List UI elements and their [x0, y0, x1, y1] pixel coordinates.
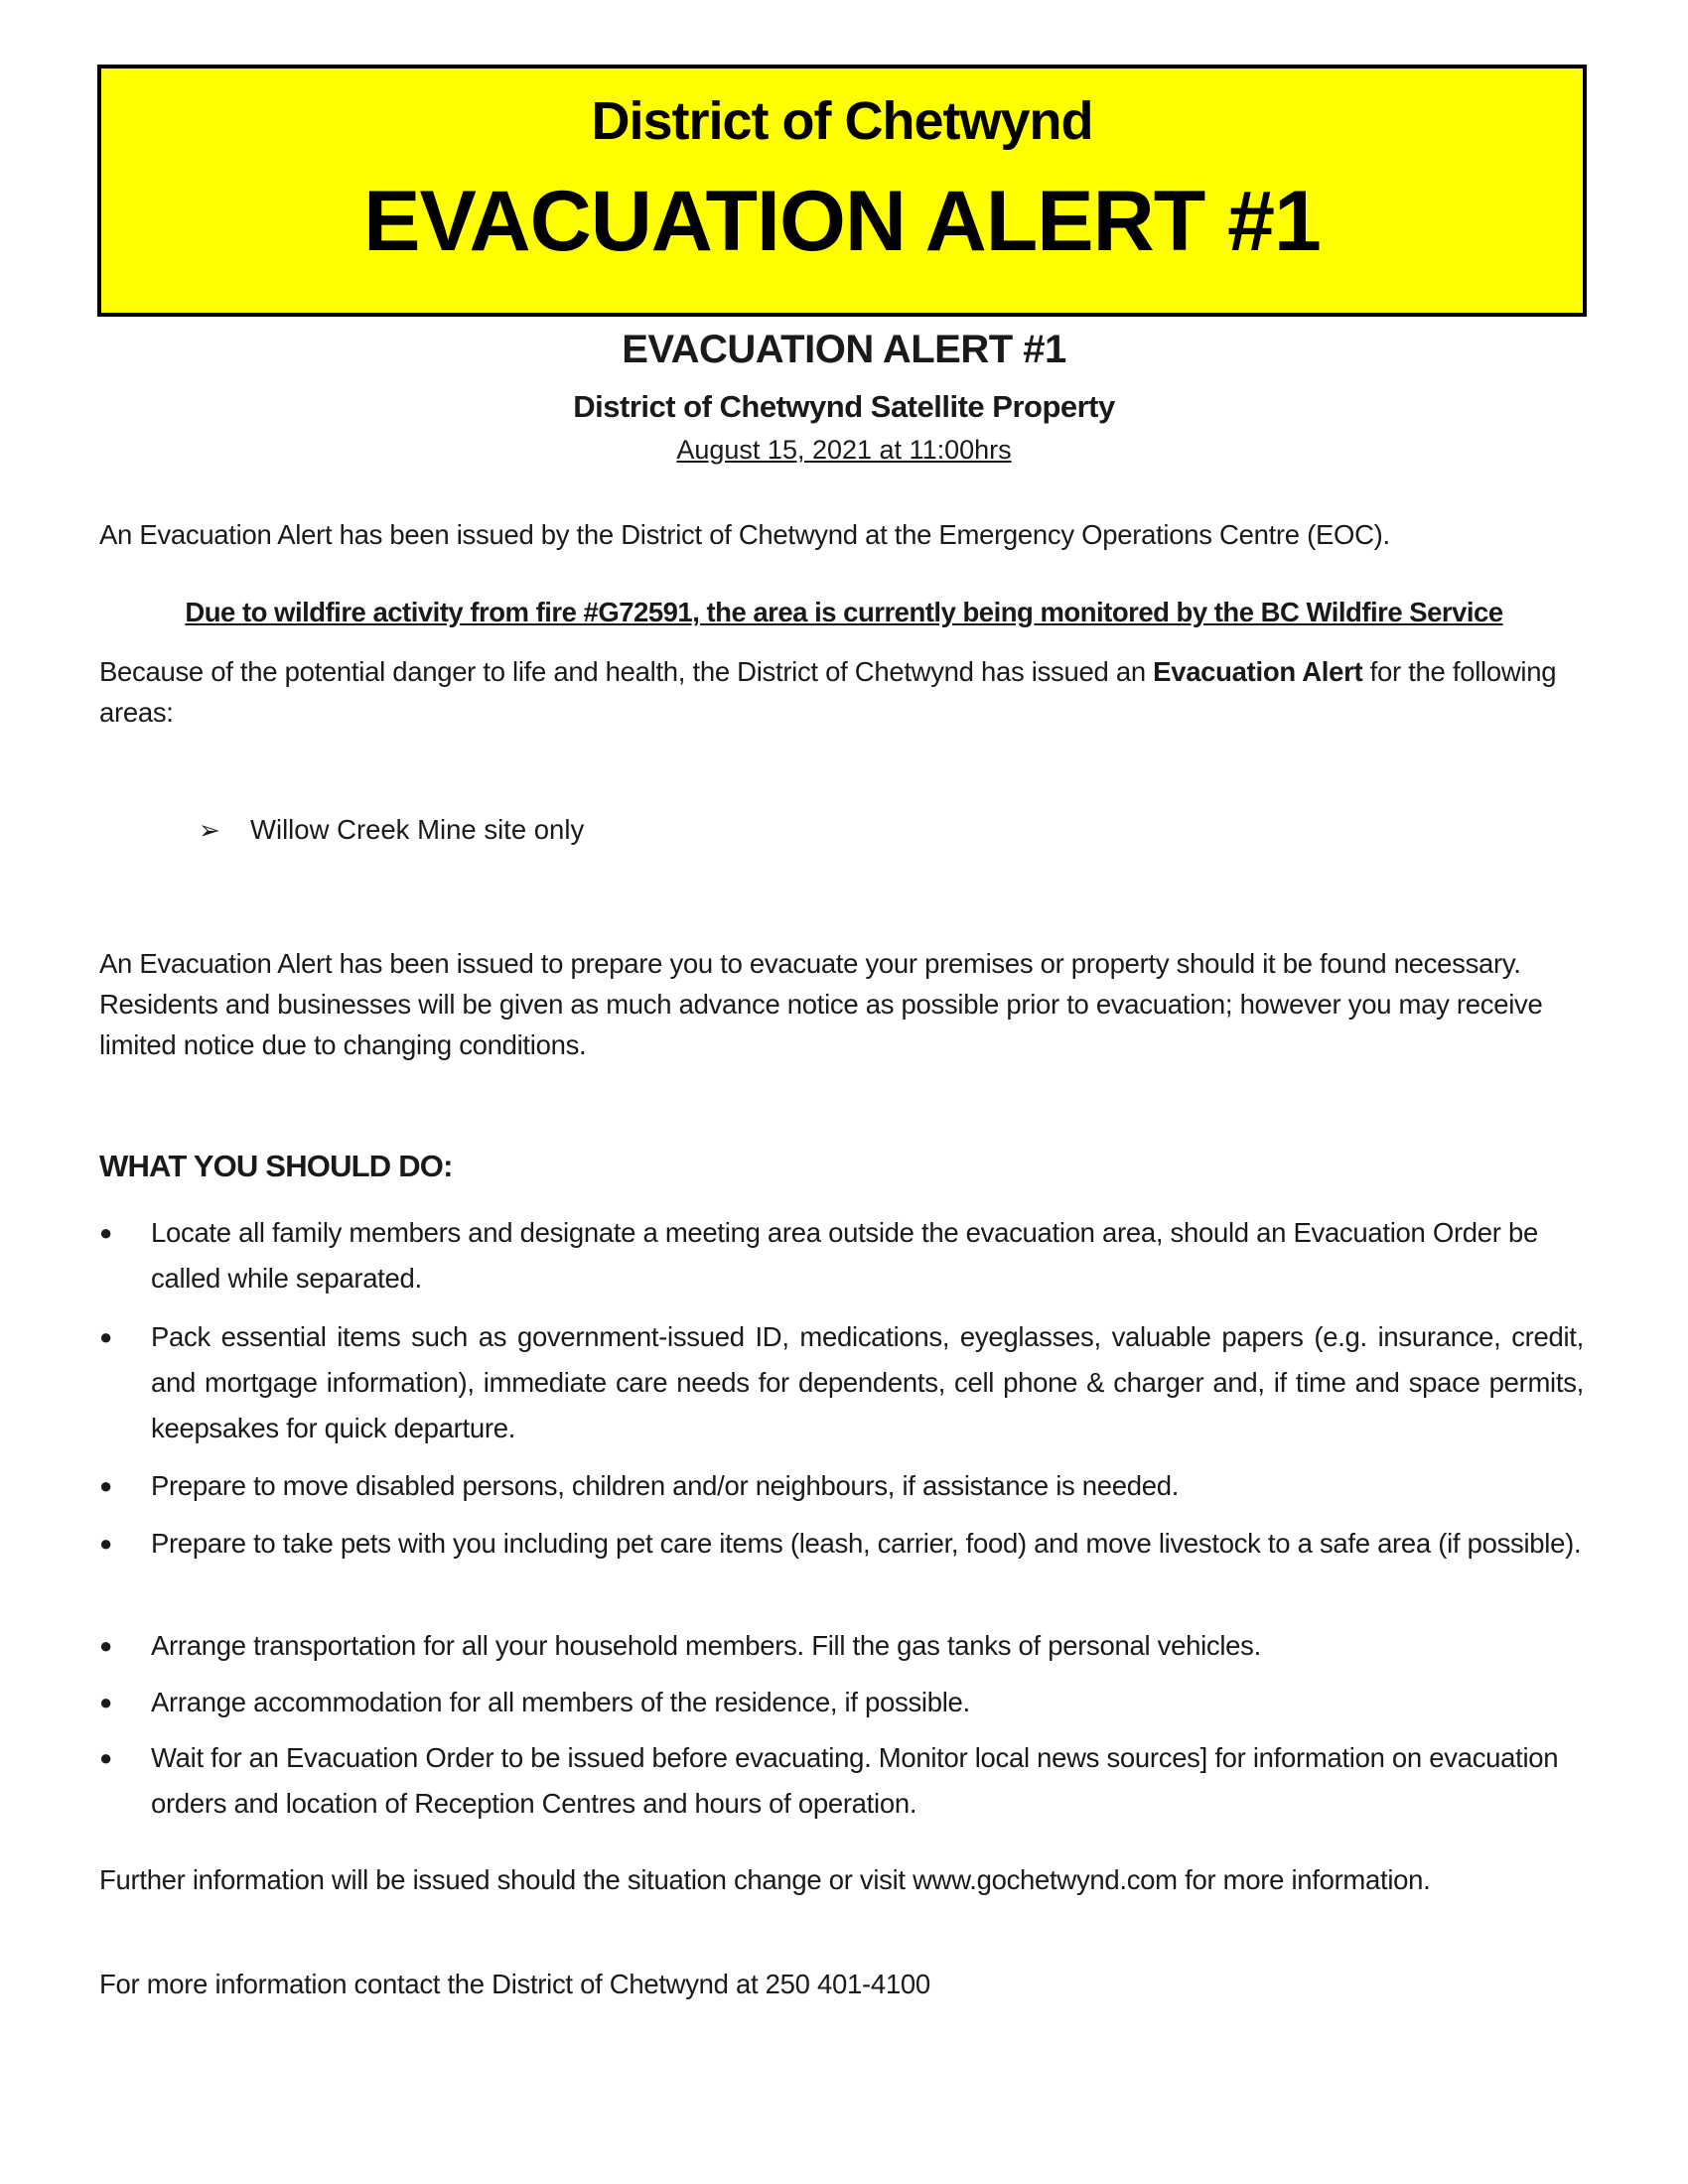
further-info-paragraph: Further information will be issued should the situation change or visit www.gochetwynd.com for more information.	[99, 1864, 1431, 1895]
prepare-paragraph: An Evacuation Alert has been issued to prepare you to evacuate your premises or property should it be found necessary. Residents and businesses will be given as much advance notice as possible prior to evacuation; however you may receive limited notice due to changing conditions.	[99, 948, 1543, 1060]
bullet-icon: ●	[99, 1324, 112, 1349]
action-item-text: Prepare to take pets with you including pet care items (leash, carrier, food) and move livestock to a safe area (if possible).	[151, 1528, 1582, 1559]
action-item-text: Locate all family members and designate a meeting area outside the evacuation area, should an Evacuation Order be called while separated.	[151, 1217, 1538, 1294]
action-item	[99, 1314, 1584, 1451]
action-item	[99, 1623, 1584, 1669]
bullet-icon: ●	[99, 1745, 112, 1770]
action-item	[99, 1735, 1584, 1827]
action-item	[99, 1680, 1584, 1725]
alert-banner	[97, 65, 1587, 317]
arrow-bullet-icon: ➢	[199, 815, 220, 845]
evacuation-alert-emphasis: Evacuation Alert	[1153, 656, 1363, 687]
area-label: Willow Creek Mine site only	[250, 814, 585, 845]
action-item	[99, 1521, 1584, 1567]
banner-district-name: District of Chetwynd	[591, 91, 1093, 151]
section-heading-what-to-do: WHAT YOU SHOULD DO:	[99, 1149, 453, 1183]
area-list-item	[199, 814, 584, 846]
danger-text-end: for the following areas:	[99, 656, 1557, 728]
issue-date: August 15, 2021 at 11:00hrs	[676, 435, 1012, 465]
wildfire-notice: Due to wildfire activity from fire #G72591, the area is currently being monitored by the BC Wildfire Service	[185, 597, 1503, 627]
banner-alert-title: EVACUATION ALERT #1	[363, 174, 1321, 269]
action-item-text: Prepare to move disabled persons, children and/or neighbours, if assistance is needed.	[151, 1470, 1180, 1501]
action-item-text: Arrange transportation for all your household members. Fill the gas tanks of personal vehicles.	[151, 1630, 1261, 1661]
action-item	[99, 1210, 1584, 1301]
bullet-icon: ●	[99, 1633, 112, 1658]
page-subtitle: District of Chetwynd Satellite Property	[573, 389, 1115, 424]
action-item	[99, 1463, 1584, 1509]
danger-paragraph	[99, 651, 1589, 733]
intro-paragraph: An Evacuation Alert has been issued by the District of Chetwynd at the Emergency Operations Centre (EOC).	[99, 519, 1390, 550]
action-item-text: Arrange accommodation for all members of the residence, if possible.	[151, 1687, 970, 1717]
contact-line: For more information contact the District of Chetwynd at 250 401-4100	[99, 1969, 930, 1999]
action-item-text: Wait for an Evacuation Order to be issued before evacuating. Monitor local news sources] for information on evacuation orders and location of Reception Centres and hours of operation.	[151, 1742, 1559, 1819]
bullet-icon: ●	[99, 1220, 112, 1245]
bullet-icon: ●	[99, 1473, 112, 1498]
bullet-icon: ●	[99, 1690, 112, 1714]
action-item-text: Pack essential items such as government-issued ID, medications, eyeglasses, valuable papers (e.g. insurance, credit, and mortgage information), immediate care needs for dependents, cell phone & charger and, if time and space permits, keepsakes for quick departure.	[151, 1321, 1584, 1443]
page-title: EVACUATION ALERT #1	[622, 328, 1066, 371]
danger-text-start: Because of the potential danger to life and health, the District of Chetwynd has issued an	[99, 656, 1154, 687]
bullet-icon: ●	[99, 1531, 112, 1556]
date-line	[99, 435, 1589, 466]
